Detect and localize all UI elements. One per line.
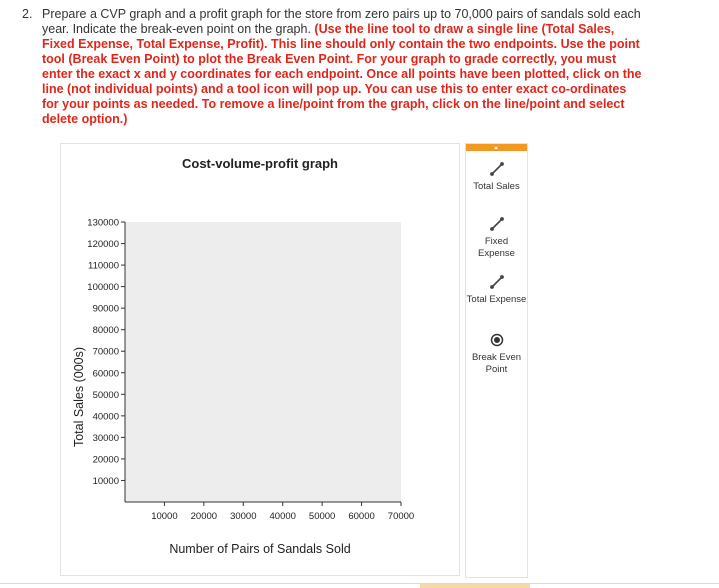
fixed-expense-tool[interactable]	[466, 216, 527, 260]
question-number: 2.	[22, 7, 33, 21]
question-text	[22, 7, 644, 127]
point-tool-icon	[489, 332, 505, 348]
toolbar-header-bar[interactable]	[466, 144, 527, 151]
y-tick-label: 110000	[88, 260, 119, 272]
graph-title: Cost-volume-profit graph	[182, 156, 338, 171]
tool-label: Fixed Expense	[478, 236, 515, 259]
page-divider	[0, 583, 719, 584]
x-tick-label: 40000	[269, 511, 296, 522]
x-tick-label: 60000	[348, 511, 375, 522]
y-tick-label: 30000	[92, 432, 119, 444]
line-tool-icon	[489, 216, 505, 232]
y-tick-label: 60000	[92, 368, 119, 380]
break-even-point-tool[interactable]	[466, 332, 527, 376]
graph-panel	[60, 143, 460, 576]
tool-label: Break Even Point	[471, 352, 522, 375]
total-sales-tool[interactable]	[466, 161, 527, 193]
y-tick-label: 70000	[92, 346, 119, 358]
graph-toolbar	[465, 143, 528, 578]
collapse-caret-icon[interactable]	[494, 146, 498, 149]
y-tick-label: 80000	[92, 325, 119, 337]
question-intro: Prepare a CVP graph and a profit graph for the store from zero pairs up to 70,000 pairs of sandals sold each year. Indicate the break-even point on the graph.	[42, 7, 641, 36]
chart-axes	[61, 144, 459, 575]
line-tool-icon	[489, 274, 505, 290]
x-tick-label: 30000	[230, 511, 257, 522]
y-axis-label: Total Sales (000s)	[72, 346, 86, 448]
question-instructions: (Use the line tool to draw a single line (Total Sales, Fixed Expense, Total Expense, Profit). This line should only contain the two endpoints. Use the point tool (Break Even Point) to plot the Break Even Point. For your graph to grade correctly, you must enter the exact x and y coordinates for each endpoint. Once all points have been plotted, click on the line (not individual points) and a tool icon will pop up. You can use this to enter exact co-ordinates for your points as needed. To remove a line/point from the graph, click on the line/point and select delete option.)	[42, 22, 642, 126]
x-tick-label: 50000	[308, 511, 336, 522]
tool-label: Total Expense	[466, 294, 527, 305]
y-tick-label: 100000	[87, 282, 119, 294]
y-tick-label: 10000	[92, 475, 119, 487]
y-tick-label: 120000	[87, 239, 119, 251]
x-axis-label: Number of Pairs of Sandals Sold	[169, 542, 351, 556]
y-tick-label: 50000	[92, 389, 119, 401]
y-tick-label: 90000	[92, 303, 119, 315]
x-tick-label: 10000	[151, 511, 178, 522]
y-tick-label: 40000	[92, 411, 119, 423]
scroll-indicator	[420, 584, 530, 588]
total-expense-tool[interactable]	[466, 274, 527, 306]
line-tool-icon	[489, 161, 505, 177]
tool-label: Total Sales	[473, 181, 520, 192]
x-tick-label: 70000	[387, 511, 415, 522]
y-tick-label: 20000	[92, 454, 119, 466]
x-tick-label: 20000	[190, 511, 218, 522]
y-tick-label: 130000	[87, 217, 119, 229]
